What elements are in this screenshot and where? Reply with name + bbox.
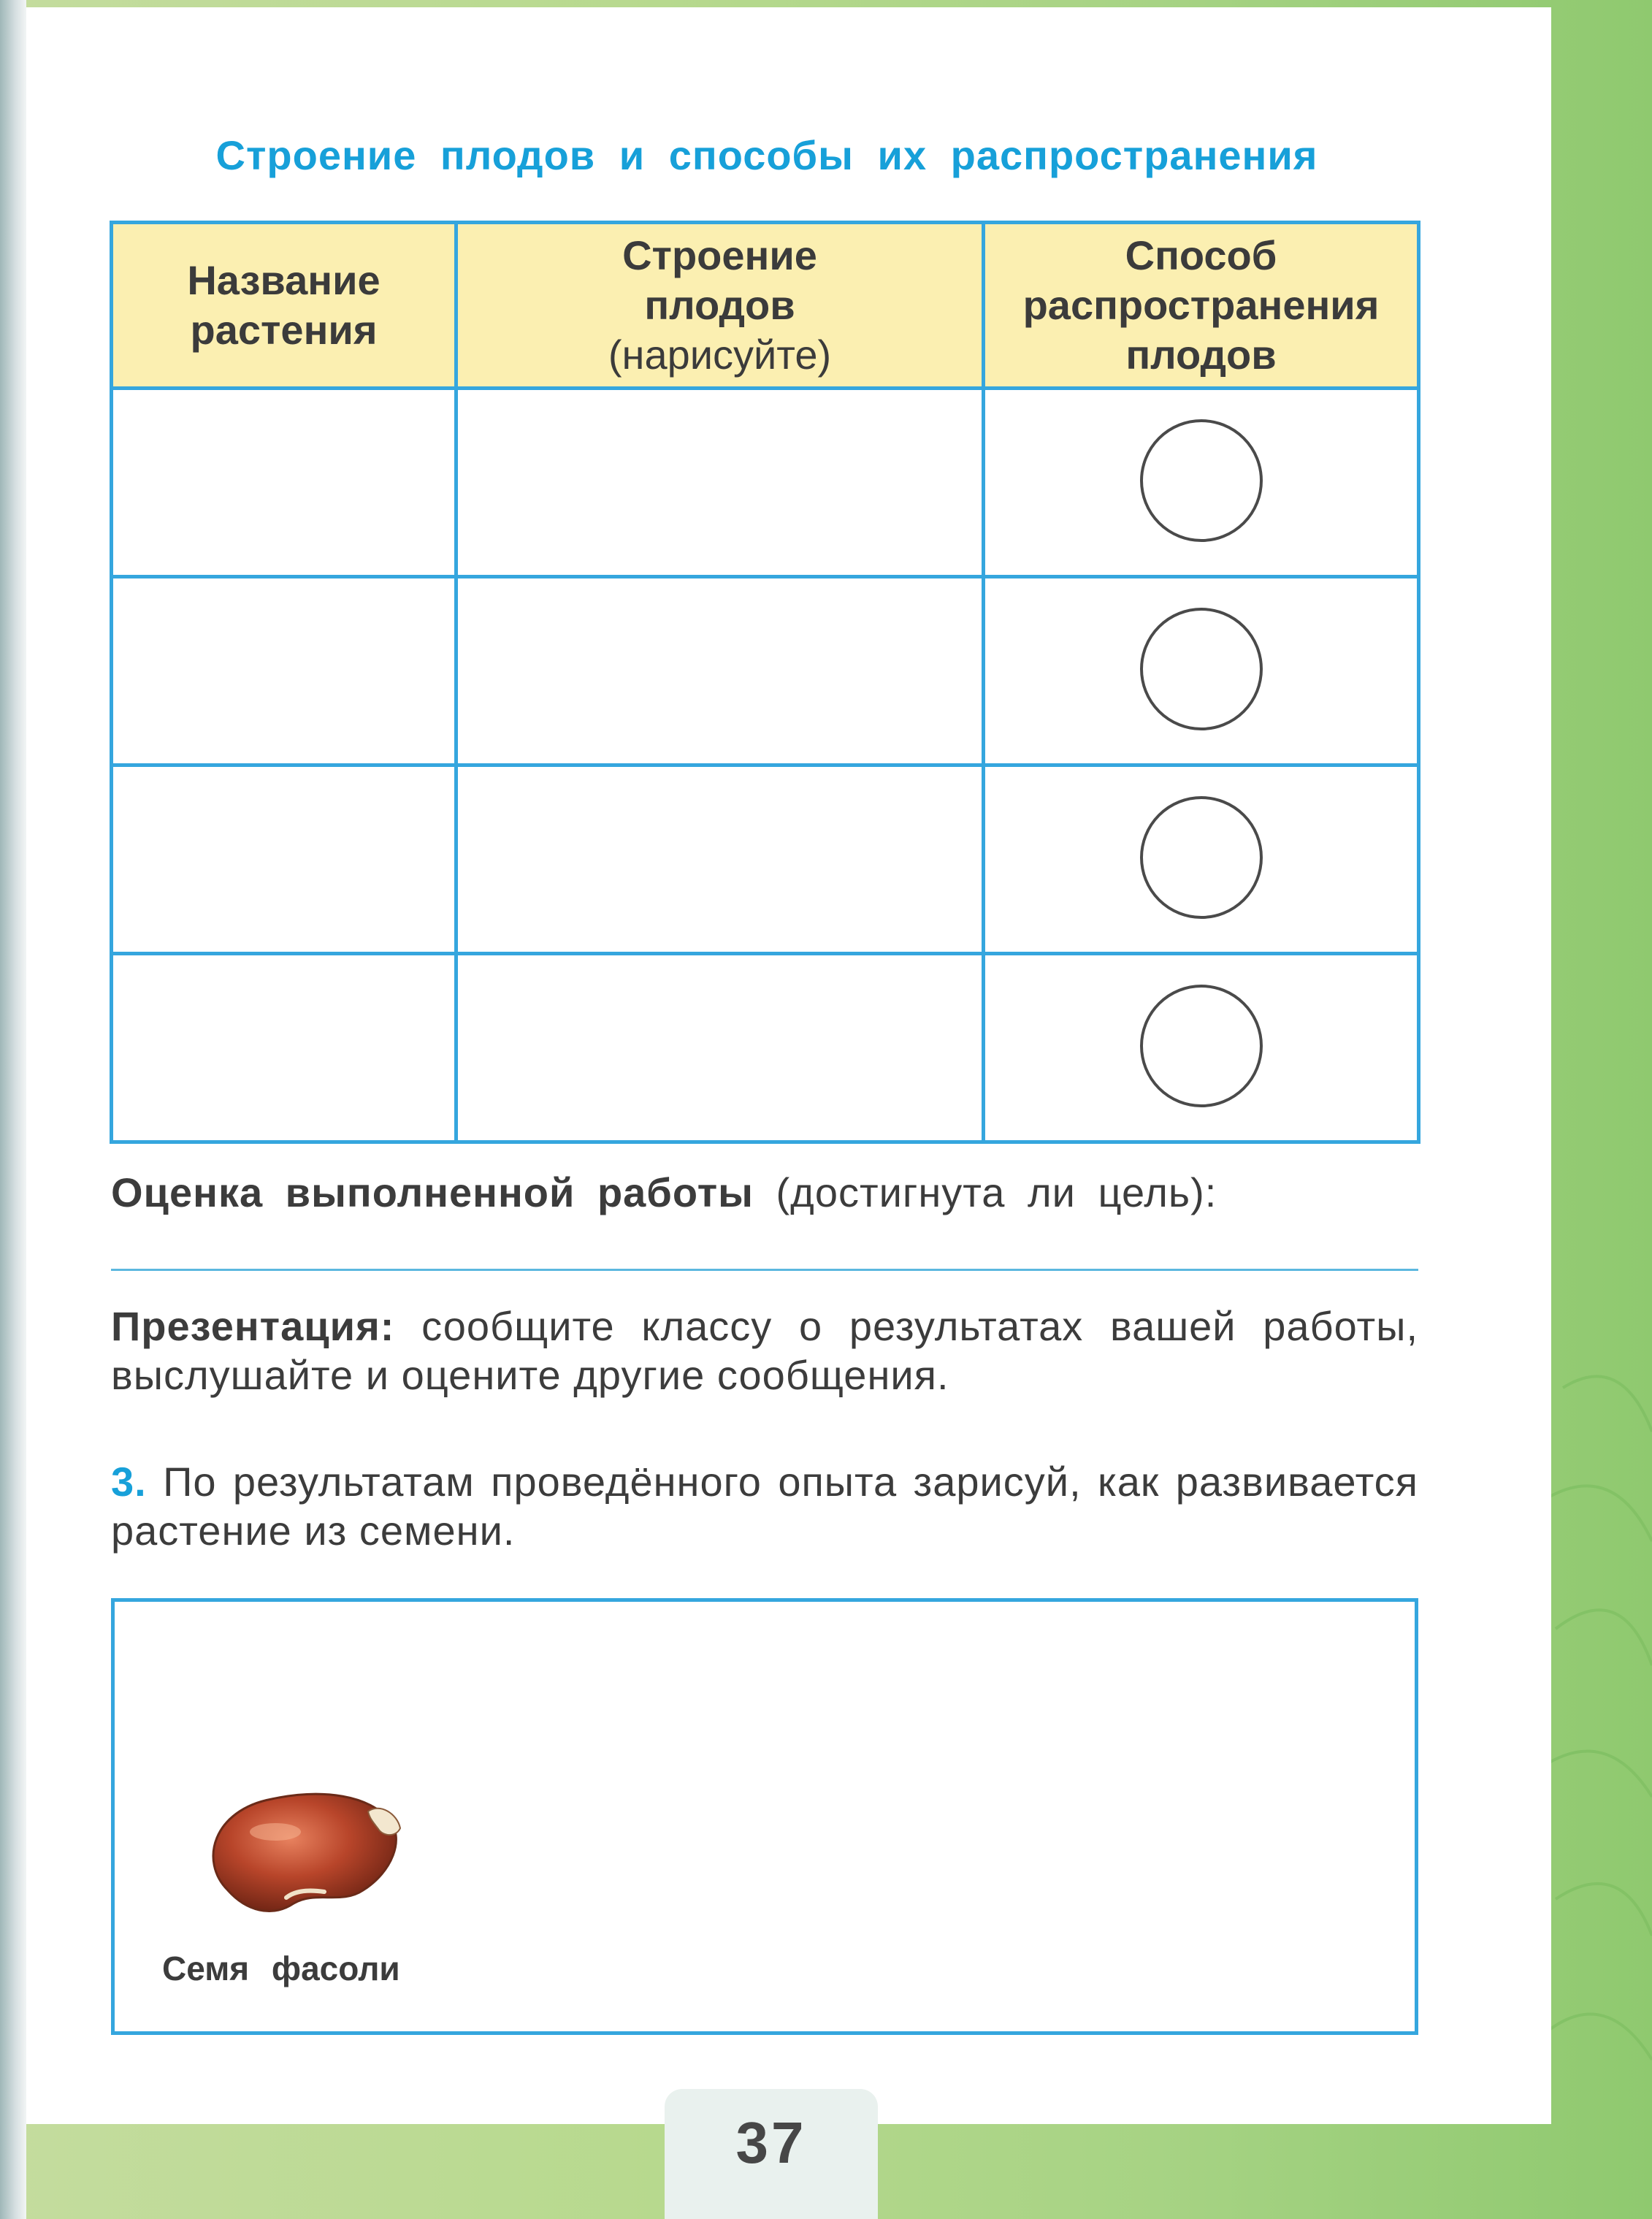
dispersal-symbol-circle[interactable] [1140, 419, 1263, 542]
dispersal-cell [984, 954, 1419, 1142]
leaf-pattern-decoration [1534, 0, 1652, 2219]
dispersal-symbol-circle[interactable] [1140, 608, 1263, 730]
plant-name-cell[interactable] [112, 765, 456, 954]
dispersal-symbol-circle[interactable] [1140, 796, 1263, 919]
table-row [112, 389, 1419, 577]
header-plant-name [112, 223, 456, 389]
presentation-label: Презентация: [111, 1303, 395, 1349]
evaluation-label: Оценка выполненной работы [111, 1169, 754, 1215]
task-number: 3. [111, 1459, 147, 1505]
plant-name-cell[interactable] [112, 389, 456, 577]
fruit-drawing-cell[interactable] [456, 577, 984, 765]
bean-caption: Семя фасоли [162, 1949, 400, 1987]
plant-name-cell[interactable] [112, 577, 456, 765]
table-row [112, 577, 1419, 765]
fruit-table [110, 221, 1420, 1144]
evaluation-answer-line[interactable] [111, 1269, 1418, 1271]
page-number-tab [665, 2089, 878, 2219]
task-text: По результатам проведённого опыта зарисуй, как развивается растение из семени. [111, 1459, 1419, 1554]
header-plant-name-text: Название растения [187, 257, 381, 353]
fruit-drawing-cell[interactable] [456, 389, 984, 577]
drawing-area[interactable] [111, 1598, 1418, 2035]
dispersal-cell [984, 389, 1419, 577]
bean-seed-image [199, 1781, 410, 1927]
dispersal-cell [984, 577, 1419, 765]
evaluation-question: (достигнута ли цель): [776, 1169, 1217, 1215]
fruit-drawing-cell[interactable] [456, 765, 984, 954]
evaluation-prompt [111, 1169, 1418, 1216]
table-header-row [112, 223, 1419, 389]
plant-name-cell[interactable] [112, 954, 456, 1142]
header-dispersal-method-text: Способ распространения плодов [1022, 232, 1380, 378]
page-number: 37 [735, 2110, 807, 2175]
section-title: Строение плодов и способы их распространения [215, 132, 1318, 178]
task-3-paragraph [111, 1457, 1418, 1555]
book-spine [0, 0, 26, 2219]
fruit-drawing-cell[interactable] [456, 954, 984, 1142]
table-row [112, 954, 1419, 1142]
header-fruit-structure-note: (нарисуйте) [608, 332, 832, 378]
presentation-text: сообщите классу о результатах вашей работы, выслушайте и оцените другие сообщения. [111, 1303, 1419, 1398]
header-fruit-structure [456, 223, 984, 389]
dispersal-cell [984, 765, 1419, 954]
table-row [112, 765, 1419, 954]
dispersal-symbol-circle[interactable] [1140, 985, 1263, 1107]
header-fruit-structure-text: Строение плодов [622, 232, 817, 328]
presentation-paragraph [111, 1302, 1418, 1399]
header-dispersal-method [984, 223, 1419, 389]
